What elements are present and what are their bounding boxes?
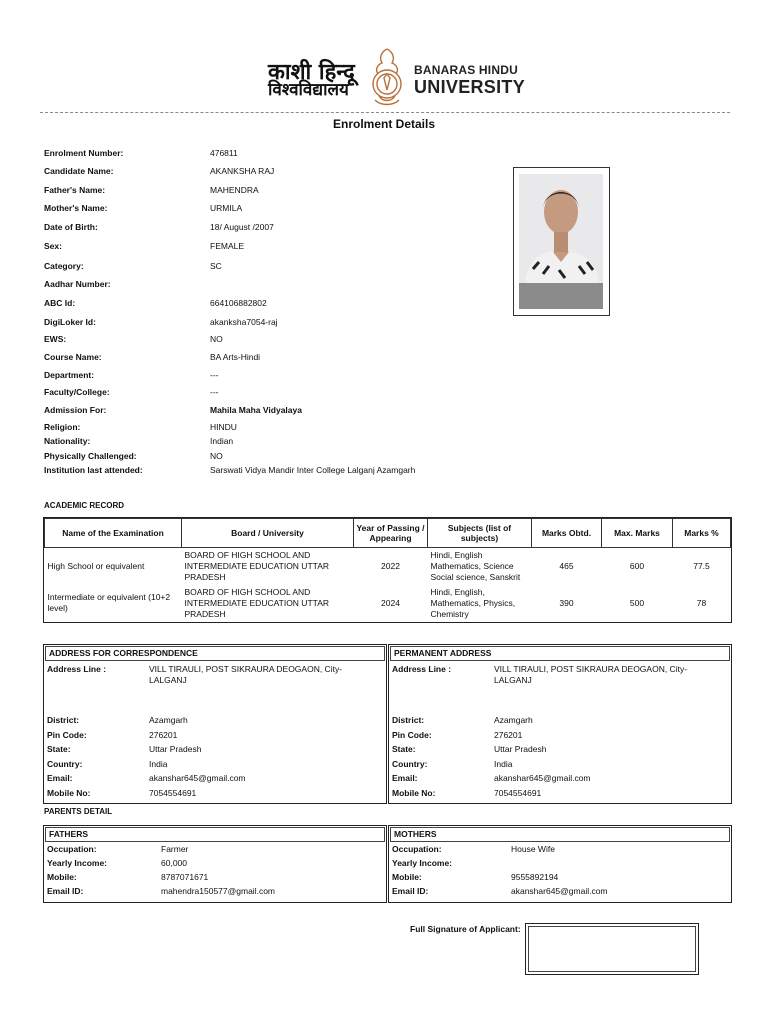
parent-mobile-value: 8787071671 bbox=[161, 872, 209, 882]
page-title: Enrolment Details bbox=[332, 117, 436, 131]
cell-year: 2022 bbox=[381, 560, 400, 571]
table-row bbox=[45, 548, 731, 585]
university-name-english-line1: BANARAS HINDU bbox=[414, 63, 518, 77]
detail-label: Nationality: bbox=[44, 436, 91, 446]
parents-detail-heading: PARENTS DETAIL bbox=[44, 807, 113, 816]
cell-exam: Intermediate or equivalent (10+2 level) bbox=[47, 592, 171, 613]
parent-email-label: Email ID: bbox=[47, 886, 84, 896]
address-state-label: State: bbox=[47, 744, 71, 754]
detail-label: Enrolment Number: bbox=[44, 148, 124, 158]
candidate-photo bbox=[513, 167, 610, 316]
permanent-address-heading: PERMANENT ADDRESS bbox=[390, 646, 730, 661]
cell-board: BOARD OF HIGH SCHOOL AND INTERMEDIATE EDUCATION UTTAR PRADESH bbox=[184, 586, 329, 619]
address-email-label: Email: bbox=[392, 773, 418, 783]
address-state-value: Uttar Pradesh bbox=[149, 744, 202, 754]
fathers-box bbox=[43, 825, 387, 903]
detail-label: DigiLoker Id: bbox=[44, 317, 96, 327]
detail-value: HINDU bbox=[210, 422, 237, 432]
address-district-value: Azamgarh bbox=[149, 715, 188, 725]
address-state-label: State: bbox=[392, 744, 416, 754]
photo-grey-band bbox=[519, 283, 603, 309]
address-pin-code-value: 276201 bbox=[149, 730, 178, 740]
address-pin-code-label: Pin Code: bbox=[392, 730, 432, 740]
col-board: Board / University bbox=[182, 519, 354, 548]
detail-label: Father's Name: bbox=[44, 185, 106, 195]
address-country-value: India bbox=[494, 759, 513, 769]
university-name-hindi-line1: काशी हिन्दू bbox=[268, 59, 355, 85]
detail-value: akanksha7054-raj bbox=[210, 317, 278, 327]
fathers-heading: FATHERS bbox=[45, 827, 385, 842]
parent-occupation-value: Farmer bbox=[161, 844, 189, 854]
address-district-label: District: bbox=[47, 715, 80, 725]
parent-occupation-label: Occupation: bbox=[392, 844, 442, 854]
cell-percent: 78 bbox=[696, 597, 707, 608]
detail-value: Indian bbox=[210, 436, 234, 446]
address-mobile-value: 7054554691 bbox=[494, 788, 542, 798]
detail-label: Mother's Name: bbox=[44, 203, 108, 213]
detail-label: Institution last attended: bbox=[44, 465, 143, 475]
cell-subjects: Hindi, English Mathematics, Science Social science, Sanskrit bbox=[430, 549, 521, 582]
cell-obtained: 465 bbox=[559, 560, 574, 571]
detail-label: Physically Challenged: bbox=[44, 451, 137, 461]
cell-subjects: Hindi, English, Mathematics, Physics, Chemistry bbox=[430, 586, 516, 619]
address-mobile-label: Mobile No: bbox=[47, 788, 91, 798]
address-district-label: District: bbox=[392, 715, 425, 725]
parent-mobile-value: 9555892194 bbox=[511, 872, 559, 882]
mothers-heading: MOTHERS bbox=[390, 827, 730, 842]
detail-value: URMILA bbox=[210, 203, 243, 213]
cell-year: 2024 bbox=[381, 597, 400, 608]
address-state-value: Uttar Pradesh bbox=[494, 744, 547, 754]
permanent-address-box bbox=[388, 644, 732, 804]
detail-label: ABC Id: bbox=[44, 298, 76, 308]
address-country-label: Country: bbox=[392, 759, 428, 769]
detail-label: EWS: bbox=[44, 334, 67, 344]
signature-label: Full Signature of Applicant: bbox=[410, 924, 521, 934]
correspondence-address-heading: ADDRESS FOR CORRESPONDENCE bbox=[45, 646, 385, 661]
col-max-marks: Max. Marks bbox=[602, 519, 673, 548]
correspondence-address-box bbox=[43, 644, 387, 804]
parent-email-value: mahendra150577@gmail.com bbox=[161, 886, 275, 896]
address-address-line-label: Address Line : bbox=[392, 664, 452, 674]
detail-label: Department: bbox=[44, 370, 95, 380]
academic-header-row bbox=[45, 519, 731, 548]
detail-value: Sarswati Vidya Mandir Inter College Lalganj Azamgarh bbox=[210, 465, 416, 475]
address-email-label: Email: bbox=[47, 773, 73, 783]
col-marks-obtained: Marks Obtd. bbox=[532, 519, 602, 548]
address-pin-code-value: 276201 bbox=[494, 730, 523, 740]
header-divider bbox=[40, 112, 730, 113]
parent-yearly-income-label: Yearly Income: bbox=[47, 858, 108, 868]
col-exam: Name of the Examination bbox=[45, 519, 182, 548]
detail-value: FEMALE bbox=[210, 241, 245, 251]
cell-max: 500 bbox=[629, 597, 645, 608]
detail-label: Sex: bbox=[44, 241, 62, 251]
university-name-hindi-line2: विश्वविद्यालय bbox=[268, 80, 349, 100]
university-seal-logo bbox=[367, 46, 407, 108]
address-pin-code-label: Pin Code: bbox=[47, 730, 87, 740]
detail-label: Admission For: bbox=[44, 405, 107, 415]
cell-percent: 77.5 bbox=[693, 560, 710, 571]
cell-board: BOARD OF HIGH SCHOOL AND INTERMEDIATE EDUCATION UTTAR PRADESH bbox=[184, 549, 329, 582]
address-country-label: Country: bbox=[47, 759, 83, 769]
table-row bbox=[45, 585, 731, 622]
parent-email-label: Email ID: bbox=[392, 886, 429, 896]
signature-box bbox=[525, 923, 699, 975]
address-country-value: India bbox=[149, 759, 168, 769]
detail-label: Course Name: bbox=[44, 352, 102, 362]
detail-label: Faculty/College: bbox=[44, 387, 110, 397]
detail-label: Aadhar Number: bbox=[44, 279, 111, 289]
address-address-line-value: VILL TIRAULI, POST SIKRAURA DEOGAON, City- LALGANJ bbox=[494, 664, 688, 685]
address-address-line-label: Address Line : bbox=[47, 664, 107, 674]
detail-value: MAHENDRA bbox=[210, 185, 259, 195]
detail-value: 664106882802 bbox=[210, 298, 267, 308]
detail-value: 476811 bbox=[210, 148, 238, 158]
detail-value: SC bbox=[210, 261, 222, 271]
detail-label: Category: bbox=[44, 261, 84, 271]
detail-value: --- bbox=[210, 387, 219, 397]
parent-yearly-income-label: Yearly Income: bbox=[392, 858, 453, 868]
address-district-value: Azamgarh bbox=[494, 715, 533, 725]
detail-value: 18/ August /2007 bbox=[210, 222, 274, 232]
address-email-value: akanshar645@gmail.com bbox=[494, 773, 591, 783]
detail-value: NO bbox=[210, 451, 223, 461]
detail-label: Date of Birth: bbox=[44, 222, 98, 232]
col-marks-percent: Marks % bbox=[673, 519, 731, 548]
address-mobile-label: Mobile No: bbox=[392, 788, 436, 798]
parent-mobile-label: Mobile: bbox=[47, 872, 77, 882]
cell-max: 600 bbox=[629, 560, 645, 571]
detail-label: Religion: bbox=[44, 422, 81, 432]
academic-record-heading: ACADEMIC RECORD bbox=[44, 501, 124, 510]
col-subjects: Subjects (list of subjects) bbox=[428, 519, 532, 548]
parent-occupation-value: House Wife bbox=[511, 844, 555, 854]
parent-yearly-income-value: 60,000 bbox=[161, 858, 187, 868]
parent-occupation-label: Occupation: bbox=[47, 844, 97, 854]
detail-value: BA Arts-Hindi bbox=[210, 352, 261, 362]
parent-email-value: akanshar645@gmail.com bbox=[511, 886, 608, 896]
cell-obtained: 390 bbox=[559, 597, 574, 608]
col-year: Year of Passing / Appearing bbox=[354, 519, 428, 548]
detail-value: --- bbox=[210, 370, 219, 380]
address-email-value: akanshar645@gmail.com bbox=[149, 773, 246, 783]
detail-value: AKANKSHA RAJ bbox=[210, 166, 275, 176]
university-name-english-line2: UNIVERSITY bbox=[414, 77, 526, 97]
detail-value: NO bbox=[210, 334, 223, 344]
detail-label: Candidate Name: bbox=[44, 166, 114, 176]
address-mobile-value: 7054554691 bbox=[149, 788, 197, 798]
mothers-box bbox=[388, 825, 732, 903]
cell-exam: High School or equivalent bbox=[47, 560, 145, 571]
address-address-line-value: VILL TIRAULI, POST SIKRAURA DEOGAON, City- LALGANJ bbox=[149, 664, 343, 685]
academic-record-table bbox=[43, 517, 732, 623]
parent-mobile-label: Mobile: bbox=[392, 872, 422, 882]
detail-value: Mahila Maha Vidyalaya bbox=[210, 405, 302, 415]
